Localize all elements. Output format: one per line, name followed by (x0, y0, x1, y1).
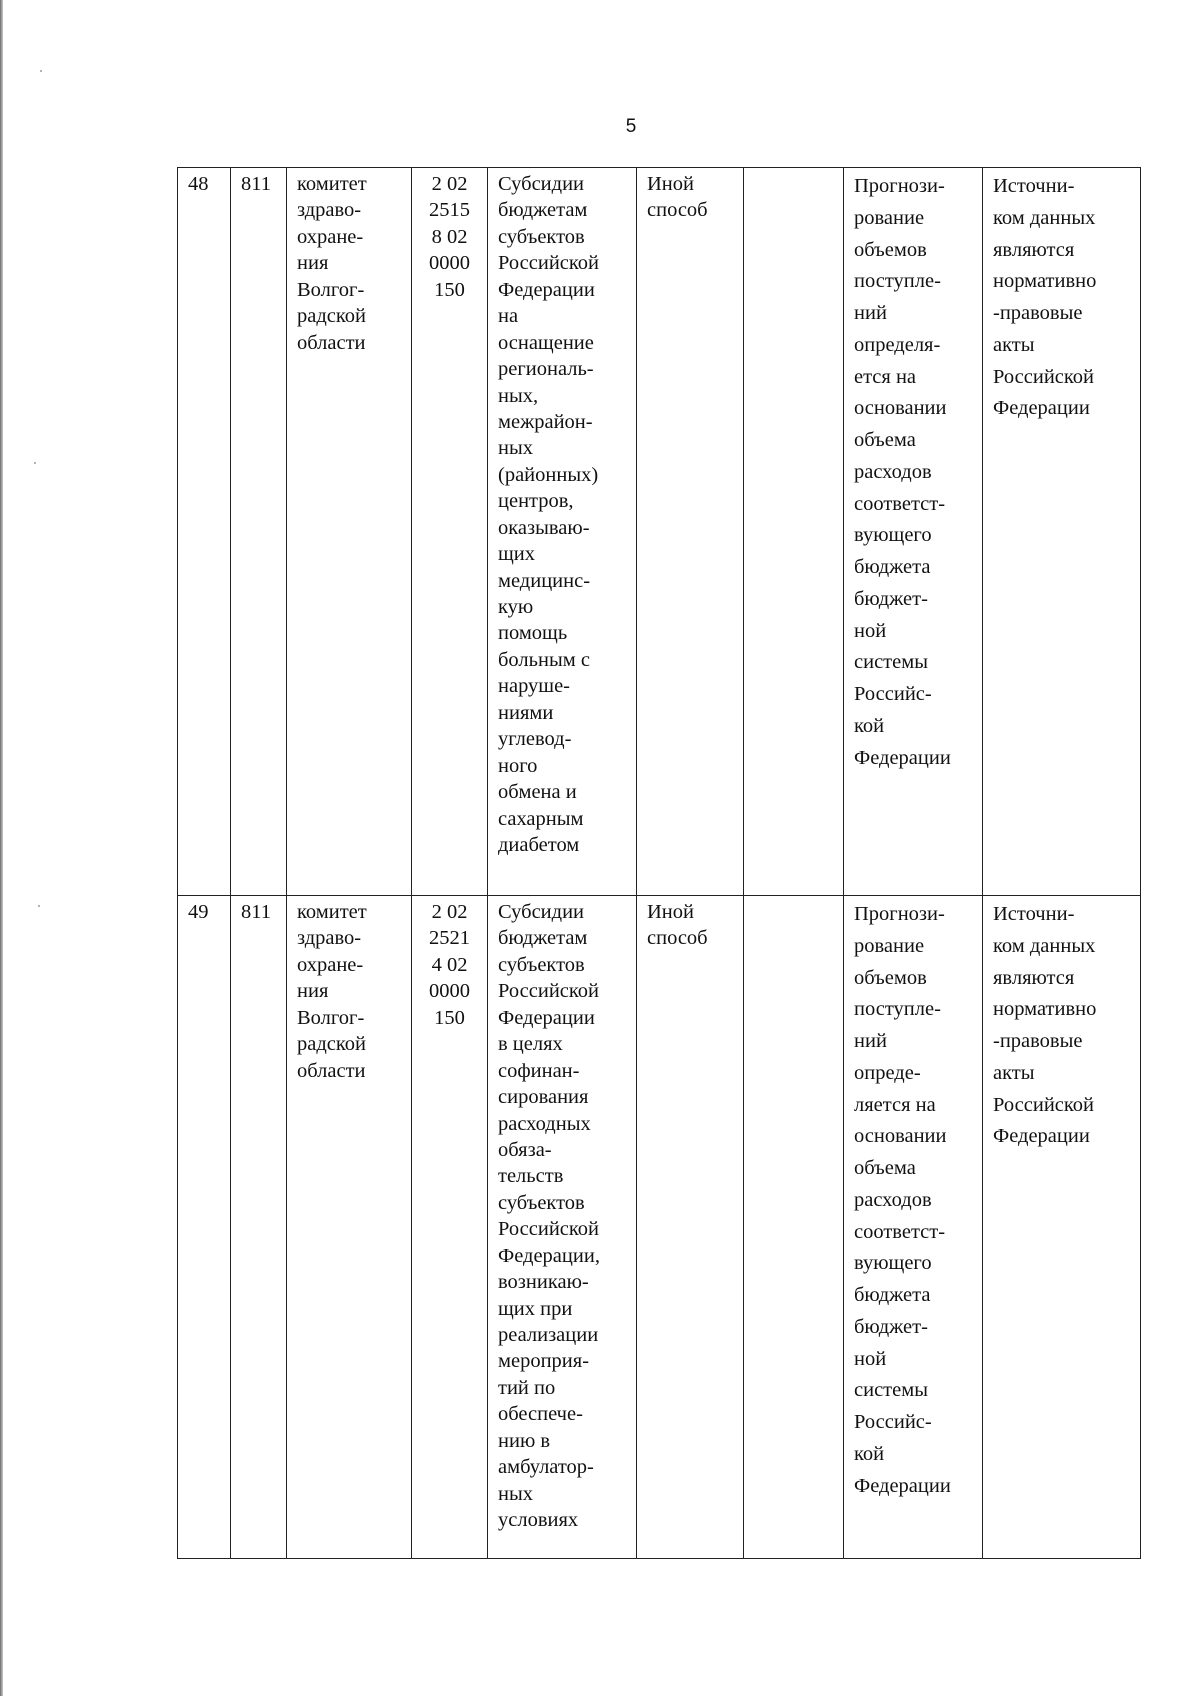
cell-line: опреде- (854, 1061, 921, 1084)
cell-line: основании (854, 397, 947, 420)
cell-line: 2521 (429, 927, 470, 950)
cell-line: 8 02 (431, 225, 468, 248)
cell-line: поступле- (854, 270, 941, 293)
cell-line: субъектов (498, 1191, 585, 1214)
cell-line: объемов (854, 238, 927, 261)
cell-line: ния (297, 252, 329, 275)
cell-line: ниями (498, 701, 554, 724)
cell-line: Российской (993, 1093, 1095, 1116)
cell-line: оказываю- (498, 516, 590, 539)
cell-line: вующего (854, 524, 932, 547)
page-number: 5 (625, 116, 637, 137)
cell-line: вующего (854, 1252, 932, 1275)
cell-number: 48 (178, 168, 231, 896)
cell-line: 0000 (429, 980, 470, 1003)
cell-line: ной (854, 619, 887, 642)
cell-line: являются (993, 966, 1075, 989)
cell-empty (744, 168, 844, 896)
cell-line: кую (498, 596, 534, 618)
cell-line: ком данных (993, 206, 1096, 229)
cell-line: здраво- (297, 927, 362, 950)
cell-line: ний (854, 1030, 887, 1053)
cell-line: ний (854, 302, 887, 325)
cell-line: расходов (854, 460, 932, 483)
cell-line: софинан- (498, 1059, 580, 1082)
cell-line: 2 02 (431, 173, 468, 195)
cell-line: Иной (647, 901, 694, 923)
cell-line: -правовые (993, 1030, 1083, 1053)
cell-line: Субсидии (498, 901, 585, 923)
cell-line: Волгог- (297, 1006, 365, 1029)
scan-edge (0, 0, 3, 1696)
cell-line: 150 (434, 1006, 465, 1029)
cell-line: соответст- (854, 1220, 946, 1243)
cell-line: бюджетам (498, 199, 588, 222)
cell-admin-code: 811 (231, 168, 287, 896)
cell-line: нормативно (993, 998, 1097, 1021)
cell-line: Федерации (498, 1006, 595, 1029)
cell-line: (районных) (498, 463, 599, 486)
cell-empty (744, 896, 844, 1559)
table-row (178, 896, 1141, 1559)
cell-line: обяза- (498, 1138, 552, 1161)
cell-budget-code (412, 168, 488, 896)
cell-line: сахарным (498, 807, 584, 830)
cell-line: межрайон- (498, 410, 593, 433)
cell-line: ных (498, 437, 533, 460)
cell-line: щих при (498, 1297, 573, 1320)
cell-line: медицинс- (498, 569, 591, 592)
cell-line: ных, (498, 384, 539, 407)
cell-line: радской (297, 1033, 367, 1056)
cell-line: Прогнози- (854, 903, 945, 925)
cell-forecast-description (844, 168, 983, 896)
cell-line: мероприя- (498, 1350, 590, 1373)
cell-method (637, 896, 744, 1559)
cell-line: Российс- (854, 1411, 932, 1434)
cell-line: региональ- (498, 358, 594, 381)
cell-line: системы (854, 1379, 928, 1402)
cell-line: расходных (498, 1112, 591, 1135)
cell-line: 2515 (429, 199, 470, 222)
cell-line: сирования (498, 1086, 589, 1109)
cell-line: Федерации (498, 278, 595, 301)
cell-line: 150 (434, 278, 465, 301)
cell-line: являются (993, 238, 1075, 261)
cell-line: ется на (854, 365, 917, 388)
cell-line: основании (854, 1125, 947, 1148)
scan-speck (38, 905, 40, 907)
cell-line: амбулатор- (498, 1456, 594, 1479)
cell-line: оснащение (498, 331, 594, 354)
cell-line: рование (854, 206, 925, 229)
cell-revenue-name (488, 168, 637, 896)
cell-line: охране- (297, 953, 364, 976)
cell-line: Источни- (993, 175, 1075, 197)
cell-line: бюджета (854, 1284, 931, 1307)
scan-speck (40, 70, 42, 72)
cell-line: Российской (993, 365, 1095, 388)
cell-data-source (983, 896, 1141, 1559)
cell-line: акты (993, 333, 1035, 356)
cell-line: области (297, 331, 366, 354)
cell-line: комитет (297, 173, 367, 195)
cell-line: Источни- (993, 903, 1075, 925)
cell-line: бюджет- (854, 1315, 928, 1338)
cell-line: ной (854, 1347, 887, 1370)
cell-line: Федерации (993, 1125, 1090, 1148)
cell-line: 4 02 (431, 953, 468, 976)
cell-line: рование (854, 934, 925, 957)
cell-line: ком данных (993, 934, 1096, 957)
cell-line: ляется на (854, 1093, 936, 1116)
cell-data-source (983, 168, 1141, 896)
cell-line: Прогнози- (854, 175, 945, 197)
cell-line: Субсидии (498, 173, 585, 195)
cell-forecast-description (844, 896, 983, 1559)
cell-line: возникаю- (498, 1271, 589, 1294)
cell-line: Российс- (854, 683, 932, 706)
cell-line: углевод- (498, 728, 572, 751)
cell-line: поступле- (854, 998, 941, 1021)
cell-line: расходов (854, 1188, 932, 1211)
cell-line: акты (993, 1061, 1035, 1084)
cell-line: нию в (498, 1429, 551, 1452)
cell-line: тий по (498, 1376, 556, 1399)
revenue-table (177, 167, 1141, 1559)
cell-budget-code (412, 896, 488, 1559)
cell-line: -правовые (993, 302, 1083, 325)
cell-line: определя- (854, 333, 941, 356)
cell-line: наруше- (498, 675, 571, 698)
cell-line: способ (647, 927, 708, 950)
cell-line: кой (854, 1443, 885, 1466)
cell-line: ных (498, 1482, 533, 1505)
cell-administrator (287, 896, 412, 1559)
cell-line: Федерации (993, 397, 1090, 420)
cell-line: обеспече- (498, 1403, 583, 1426)
cell-line: Федерации (854, 1474, 951, 1497)
cell-line: тельств (498, 1165, 564, 1188)
cell-line: бюджет- (854, 587, 928, 610)
cell-line: обмена и (498, 781, 577, 804)
cell-line: Российской (498, 252, 600, 275)
cell-admin-code: 811 (231, 896, 287, 1559)
cell-number: 49 (178, 896, 231, 1559)
cell-line: бюджетам (498, 927, 588, 950)
cell-line: комитет (297, 901, 367, 923)
cell-line: больным с (498, 648, 590, 671)
cell-line: системы (854, 651, 928, 674)
cell-line: объема (854, 429, 916, 452)
cell-method (637, 168, 744, 896)
cell-line: 0000 (429, 252, 470, 275)
cell-line: объема (854, 1157, 916, 1180)
cell-line: объемов (854, 966, 927, 989)
cell-line: кой (854, 715, 885, 738)
cell-line: Волгог- (297, 278, 365, 301)
cell-administrator (287, 168, 412, 896)
cell-line: диабетом (498, 833, 580, 856)
cell-line: на (498, 305, 519, 328)
cell-line: Федерации, (498, 1244, 600, 1267)
cell-line: Российской (498, 980, 600, 1003)
cell-revenue-name (488, 896, 637, 1559)
cell-line: субъектов (498, 953, 585, 976)
cell-line: 2 02 (431, 901, 468, 923)
cell-line: центров, (498, 490, 574, 513)
cell-line: способ (647, 199, 708, 222)
cell-line: нормативно (993, 270, 1097, 293)
cell-line: радской (297, 305, 367, 328)
cell-line: ния (297, 980, 329, 1003)
cell-line: щих (498, 543, 536, 566)
cell-line: охране- (297, 225, 364, 248)
cell-line: условиях (498, 1509, 579, 1532)
cell-line: в целях (498, 1033, 563, 1056)
cell-line: субъектов (498, 225, 585, 248)
table-row (178, 168, 1141, 896)
cell-line: здраво- (297, 199, 362, 222)
scan-speck (34, 462, 36, 464)
cell-line: области (297, 1059, 366, 1082)
cell-line: Иной (647, 173, 694, 195)
cell-line: реализации (498, 1324, 599, 1346)
cell-line: помощь (498, 622, 568, 645)
cell-line: соответст- (854, 492, 946, 515)
cell-line: ного (498, 754, 538, 777)
cell-line: бюджета (854, 556, 931, 579)
cell-line: Российской (498, 1218, 600, 1241)
cell-line: Федерации (854, 746, 951, 769)
